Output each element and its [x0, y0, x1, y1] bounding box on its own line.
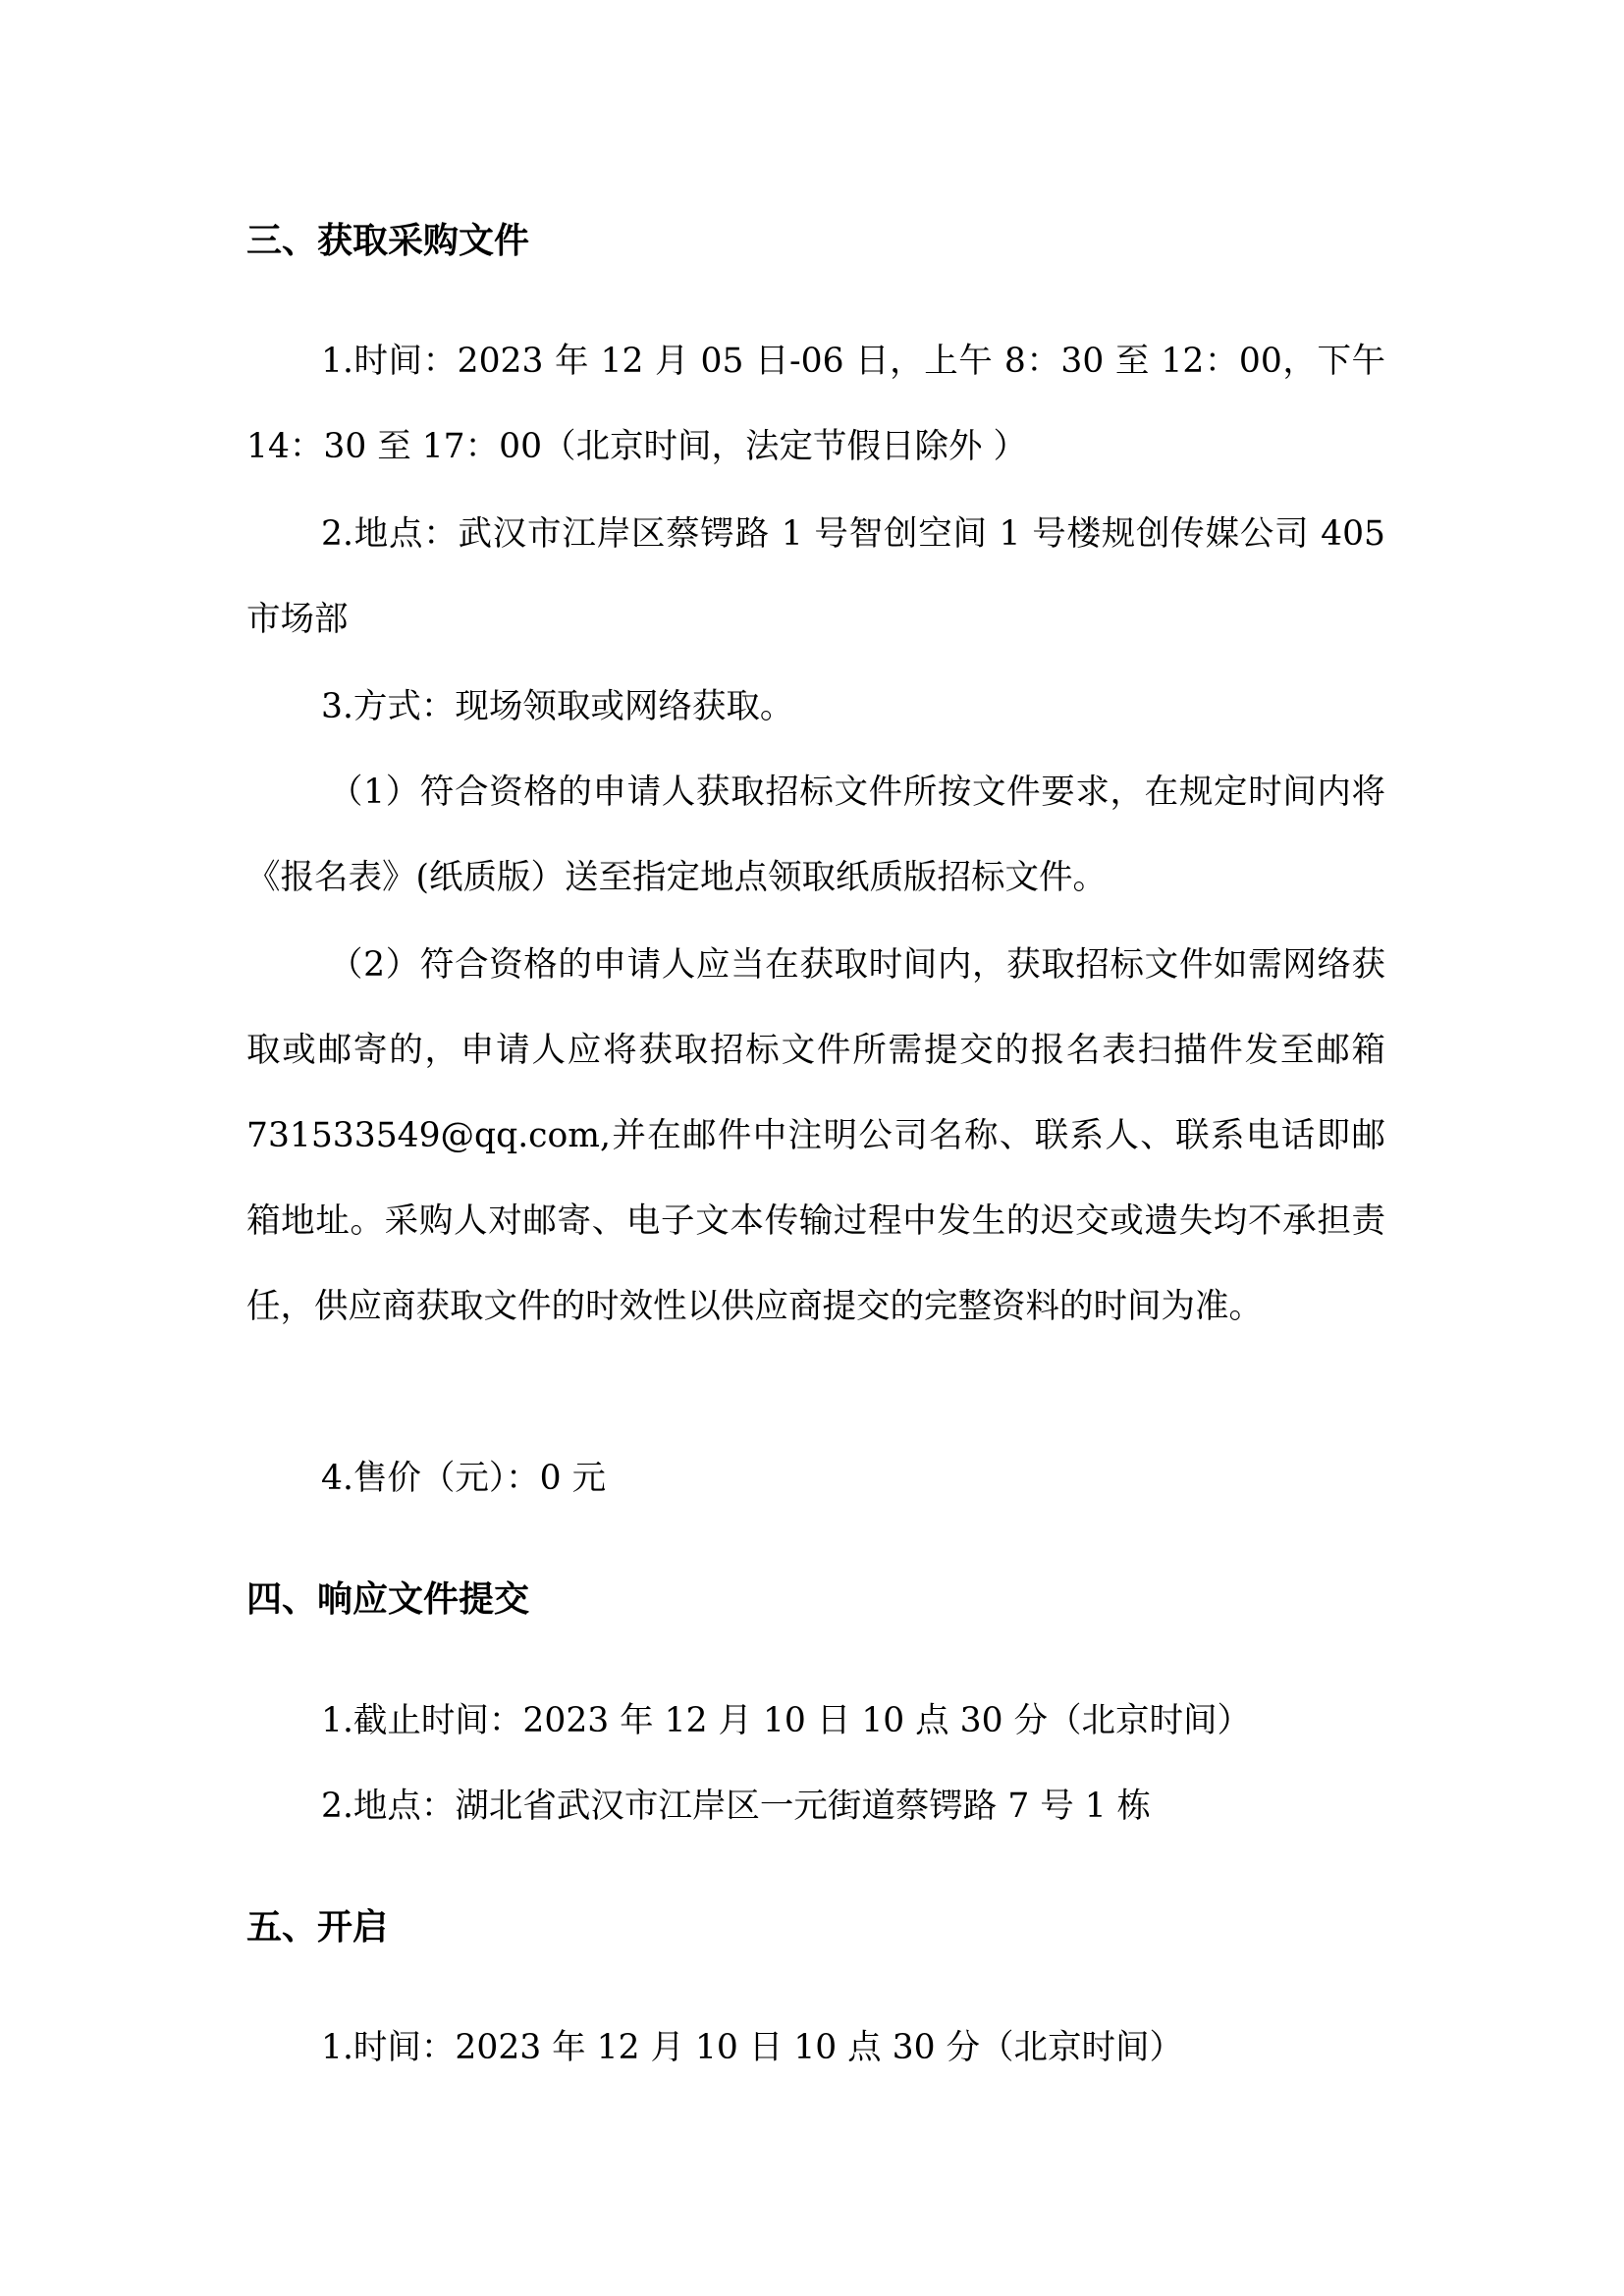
section-3-item-3-method: 3.方式：现场领取或网络获取。	[321, 687, 794, 726]
section-3-sub-item-2: （2）符合资格的申请人应当在获取时间内，获取招标文件如需网络获取或邮寄的，申请人应将获取招标文件所需提交的报名表扫描件发至邮箱 731533549@qq.com,并在邮件中注明公司名称、联系人、联系电话即邮箱地址。采购人对邮寄、电子文本传输过程中发生的迟交或遗失均不承担责任，供应商获取文件的时效性以供应商提交的完整资料的时间为准。	[246, 945, 1385, 1326]
section-4-item-1-deadline: 1.截止时间：2023 年 12 月 10 日 10 点 30 分（北京时间）	[321, 1701, 1252, 1740]
section-3-item-1-time: 1.时间：2023 年 12 月 05 日-06 日，上午 8：30 至 12：00，下午 14：30 至 17：00（北京时间，法定节假日除外 ）	[246, 342, 1385, 466]
section-4-item-2-location: 2.地点：湖北省武汉市江岸区一元街道蔡锷路 7 号 1 栋	[321, 1787, 1152, 1826]
section-5-heading: 五、开启	[246, 1907, 389, 1948]
section-3-heading: 三、获取采购文件	[246, 221, 530, 261]
section-4-heading: 四、响应文件提交	[246, 1579, 530, 1620]
section-3-item-4-price: 4.售价（元）：0 元	[321, 1459, 607, 1498]
section-3-item-2-location: 2.地点：武汉市江岸区蔡锷路 1 号智创空间 1 号楼规创传媒公司 405 市场部	[246, 514, 1385, 639]
section-5-item-1-time: 1.时间：2023 年 12 月 10 日 10 点 30 分（北京时间）	[321, 2028, 1184, 2067]
section-3-sub-item-1: （1）符合资格的申请人获取招标文件所按文件要求，在规定时间内将《报名表》(纸质版）送至指定地点领取纸质版招标文件。	[246, 773, 1385, 897]
